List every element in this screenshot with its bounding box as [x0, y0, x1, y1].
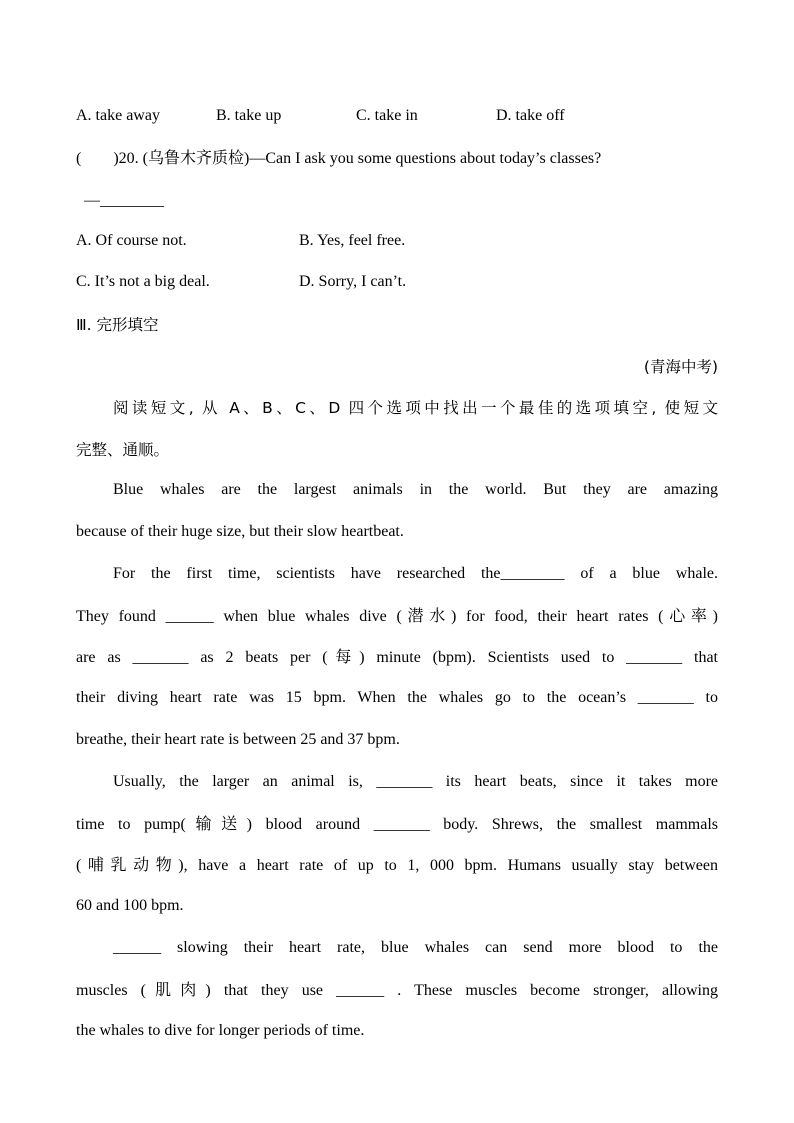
q20-stem: ( )20. (乌鲁木齐质检)—Can I ask you some questions about today’s classes? [76, 150, 602, 167]
passage-p2-line-3: are as _______ as 2 beats per (每) minute (bpm). Scientists used to _______ that [76, 649, 718, 666]
passage-p3-line-2: time to pump(输送) blood around _______ body. Shrews, the smallest mammals [76, 816, 718, 833]
passage-p4-line-3: the whales to dive for longer periods of time. [76, 1022, 365, 1039]
passage-p4-line-1: ______ slowing their heart rate, blue whales can send more blood to the [113, 939, 718, 956]
q20-answer-line: —________ [84, 192, 164, 209]
passage-p3-line-4: 60 and 100 bpm. [76, 897, 184, 914]
section-title: Ⅲ. 完形填空 [76, 316, 159, 334]
q19-option-a: A. take away [76, 107, 160, 124]
instruction-line-1: 阅读短文, 从 A、B、C、D 四个选项中找出一个最佳的选项填空, 使短文 [113, 399, 718, 417]
passage-p3-line-3: (哺乳动物), have a heart rate of up to 1, 000 bpm. Humans usually stay between [76, 857, 718, 874]
q20-option-b: B. Yes, feel free. [299, 232, 406, 249]
q20-option-c: C. It’s not a big deal. [76, 273, 210, 290]
instruction-line-2: 完整、通顺。 [76, 441, 170, 459]
q20-option-a: A. Of course not. [76, 232, 187, 249]
passage-p4-line-2: muscles (肌肉) that they use ______ . These muscles become stronger, allowing [76, 982, 718, 999]
passage-p3-line-1: Usually, the larger an animal is, _______ its heart beats, since it takes more [113, 773, 718, 790]
passage-p2-line-2: They found ______ when blue whales dive (潜水) for food, their heart rates (心率) [76, 608, 718, 625]
q19-option-c: C. take in [356, 107, 418, 124]
q19-option-b: B. take up [216, 107, 282, 124]
passage-p1-line-1: Blue whales are the largest animals in the world. But they are amazing [113, 481, 718, 498]
passage-p2-line-1: For the first time, scientists have researched the________ of a blue whale. [113, 565, 718, 582]
passage-p1-line-2: because of their huge size, but their slow heartbeat. [76, 523, 404, 540]
passage-p2-line-5: breathe, their heart rate is between 25 and 37 bpm. [76, 731, 400, 748]
q20-option-d: D. Sorry, I can’t. [299, 273, 407, 290]
section-source: (青海中考) [643, 358, 718, 376]
passage-p2-line-4: their diving heart rate was 15 bpm. When the whales go to the ocean’s _______ to [76, 689, 718, 706]
q19-option-d: D. take off [496, 107, 565, 124]
